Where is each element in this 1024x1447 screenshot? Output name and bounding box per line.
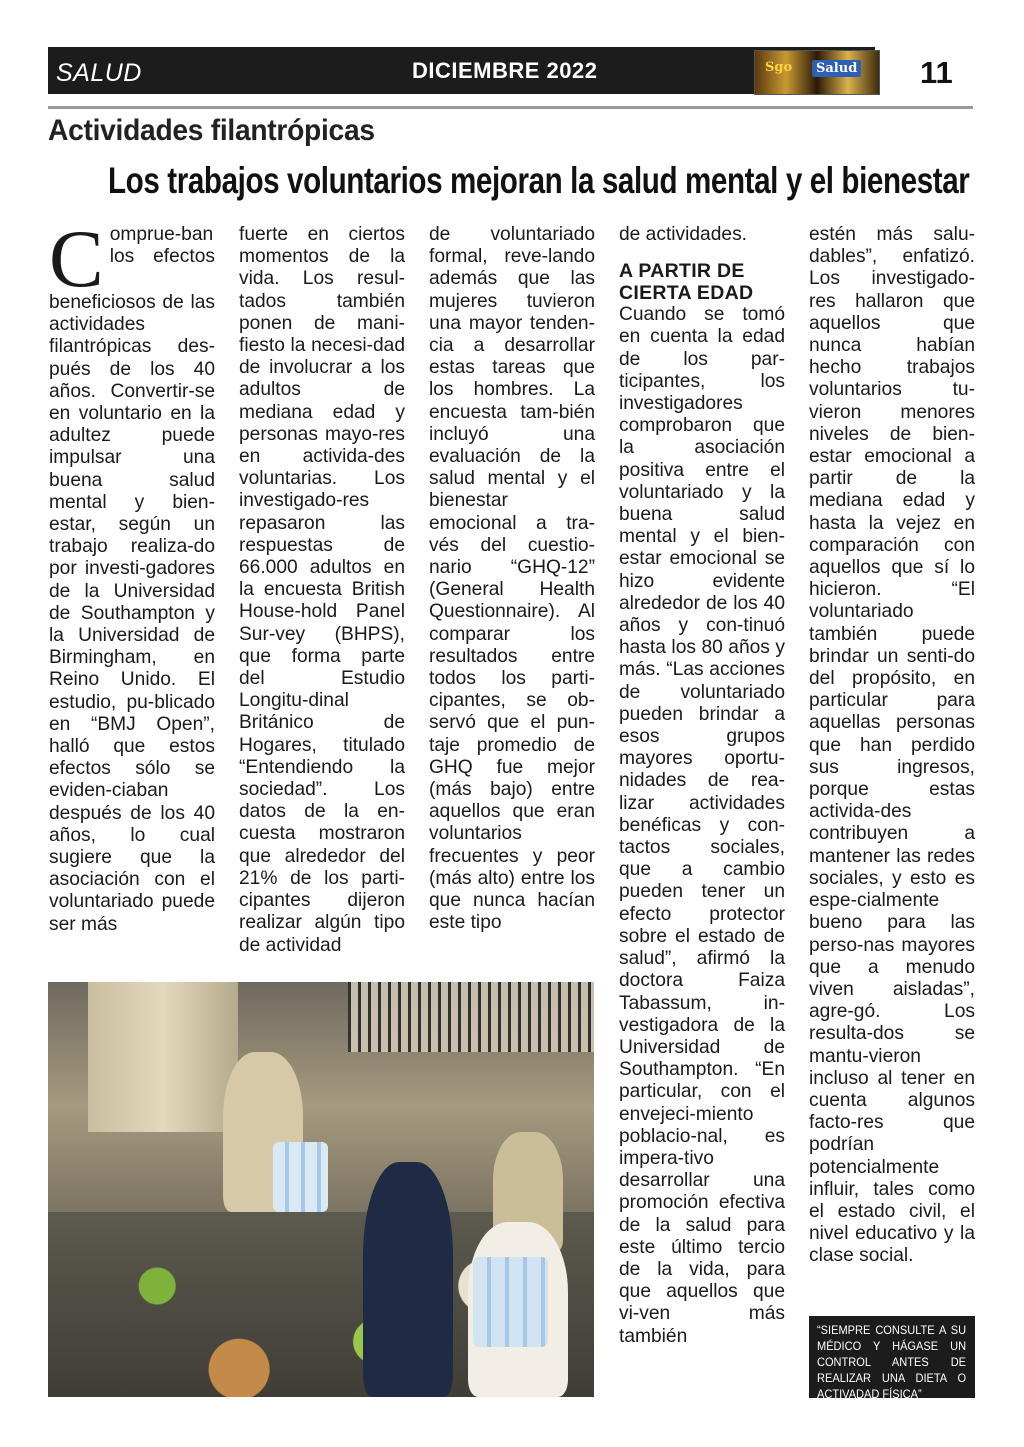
article-column-1 [49,213,215,936]
article-column-4 [619,224,785,1348]
disclaimer-text: “SIEMPRE CONSULTE A SU MÉDICO Y HÁGASE UN CONTROL ANTES DE REALIZAR UNA DIETA O ACTIVADAD FÍSICA” [817,1323,967,1401]
column-5-text: estén más salu-dables”, enfatizó. Los investigado-res hallaron que aquellos que nunca habían hecho trabajos voluntarios tu-vieron menores niveles de bien-estar emocional a partir de la mediana edad y hasta la vejez en comparación con aquellos que sí lo hicieron. “El voluntariado también puede brindar un senti-do del propósito, en particular para aquellas personas que han perdido sus ingresos, porque estas activida-des contribuyen a mantener las redes sociales, y esto es espe-cialmente bueno para las perso-nas mayores que a menudo viven aisladas”, agre-gó. Los resulta-dos se mantu-vieron incluso al tener en cuenta algunos facto-res que podrían potencialmente influir, tales como el estado civil, el nivel educativo y la clase social. [809,224,975,1267]
issue-date: DICIEMBRE 2022 [412,58,598,83]
column-1-text: omprue-ban los efectos beneficiosos de las actividades filantrópicas des-pués de los 40 años. Convertir-se en voluntario en la adultez puede impulsar una buena salud mental y bien-estar, según un trabajo realiza-do por investi-gadores de la Universidad de Southampton y la Universidad de Birmingham, en Reino Unido. El estudio, pu-blicado en “BMJ Open”, halló que estos efectos sólo se eviden-ciaban después de los 40 años, lo cual sugiere que la asociación con el voluntariado puede ser más [49,224,215,935]
logo-text-2: Salud [812,60,861,77]
disclaimer-box [809,1316,975,1401]
volunteers-photo [48,982,594,1397]
publication-logo [754,50,880,95]
photo-water-bottles [473,1257,548,1347]
photo-pillar [88,982,238,1132]
photo-gate [348,982,594,1052]
article-headline: Los trabajos voluntarios mejoran la salud mental y el bienestar [108,160,970,201]
photo-water-bottles [273,1142,328,1212]
column-3-text: de voluntariado formal, reve-lando además que las mujeres tuvieron una mayor tenden-cia a desarrollar estas tareas que los hombres. La encuesta tam-bién incluyó una evaluación de la salud mental y el bienestar emocional a tra-vés del cuestio-nario “GHQ-12” (General Health Questionnaire). Al comparar los resultados entre todos los parti-cipantes, se ob-servó que el pun-taje promedio de GHQ fue mejor (más bajo) entre aquellos que eran voluntarios frecuentes y peor (más alto) entre los que nunca hacían este tipo [429,224,595,934]
article-kicker: Actividades filantrópicas [48,114,375,147]
column-4-lead: de actividades. [619,224,747,245]
column-2-text: fuerte en ciertos momentos de la vida. Los resul-tados también ponen de mani-fiesto la necesi-dad de involucrar a los adultos de mediana edad y personas mayo-res en activida-des voluntarias. Los investigado-res repasaron las respuestas de 66.000 adultos en la encuesta British House-hold Panel Sur-vey (BHPS), que forma parte del Estudio Longitu-dinal Británico de Hogares, titulado “Entendiendo la sociedad”. Los datos de la en-cuesta mostraron que alrededor del 21% de los parti-cipantes dijeron realizar algún tipo de actividad [239,224,405,956]
article-column-2 [239,224,405,957]
column-4-text: Cuando se tomó en cuenta la edad de los par-ticipantes, los investigadores comprobaron que la asociación positiva entre el voluntariado y la buena salud mental y el bien-estar emocional se hizo evidente alrededor de los 40 años y con-tinuó hasta los 80 años y más. “Las acciones de voluntariado pueden brindar a esos grupos mayores oportu-nidades de rea-lizar actividades benéficas y con-tactos sociales, que a cambio pueden tener un efecto protector sobre el estado de salud”, afirmó la doctora Faiza Tabassum, in-vestigadora de la Universidad de Southampton. “En particular, con el envejeci-miento poblacio-nal, es impera-tivo desarrollar una promoción efectiva de la salud para este último tercio de la vida, para que aquellos que vi-ven más también [619,304,785,1347]
section-label: SALUD [56,59,142,87]
article-column-3 [429,224,595,935]
page-number: 11 [920,55,953,90]
photo-person [363,1162,453,1397]
article-subhead: A PARTIR DE CIERTA EDAD [619,260,754,305]
header-rule [48,106,973,109]
drop-cap: C [49,213,104,304]
article-column-5 [809,224,975,1268]
logo-text-1: Sgo [765,60,793,75]
